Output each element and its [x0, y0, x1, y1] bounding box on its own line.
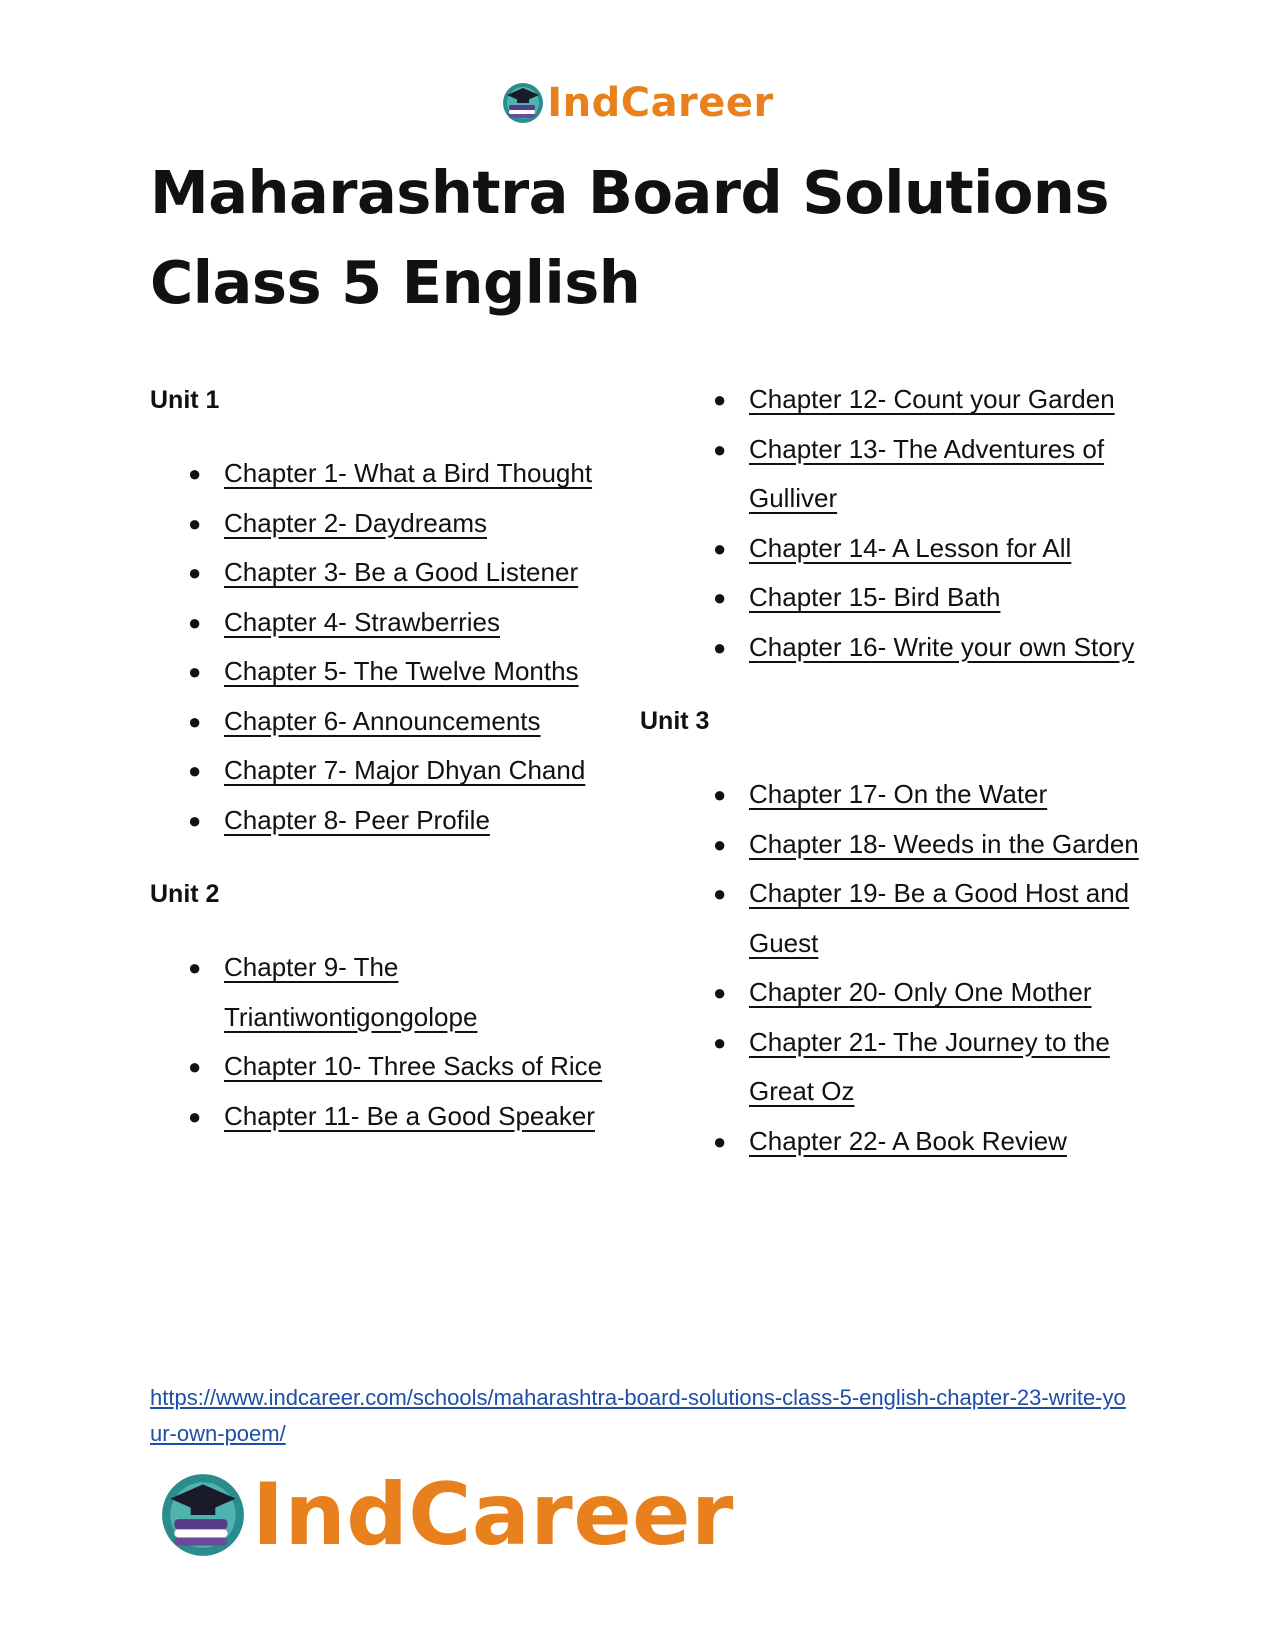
list-item: ● Chapter 7- Major Dhyan Chand — [188, 755, 586, 785]
list-item: ● Chapter 21- The Journey to the Great Oz — [713, 1026, 1110, 1106]
list-item: ● Chapter 6- Announcements — [188, 705, 541, 736]
chapter-link[interactable]: Chapter 2- Daydreams — [224, 507, 487, 538]
list-item: ● Chapter 19- Be a Good Host and Guest — [713, 878, 1130, 958]
list-item: ● Chapter 4- Strawberries — [188, 606, 500, 637]
unit-heading: Unit 3 — [640, 707, 710, 735]
list-item: ● Chapter 8- Peer Profile — [188, 804, 490, 835]
chapter-link[interactable]: Chapter 9- The Triantiwontigongolope — [224, 952, 478, 1032]
graduation-book-globe-icon — [158, 1470, 248, 1560]
chapter-link[interactable]: Chapter 11- Be a Good Speaker — [224, 1100, 595, 1131]
list-item: ● Chapter 18- Weeds in the Garden — [713, 828, 1139, 859]
list-item: ● Chapter 3- Be a Good Listener — [188, 557, 579, 587]
unit-heading: Unit 2 — [150, 880, 220, 908]
footer-logo — [158, 1465, 734, 1565]
header-logo — [0, 78, 1275, 128]
list-item: ● Chapter 22- A Book Review — [713, 1125, 1067, 1156]
chapter-link[interactable]: Chapter 10- Three Sacks of Rice — [224, 1051, 603, 1081]
chapter-link[interactable]: Chapter 8- Peer Profile — [224, 804, 490, 835]
chapter-list — [150, 943, 650, 1141]
chapter-list — [150, 449, 650, 845]
chapter-link[interactable]: Chapter 16- Write your own Story — [749, 631, 1135, 662]
chapter-link[interactable]: Chapter 4- Strawberries — [224, 606, 500, 637]
list-item: ● Chapter 12- Count your Garden — [713, 384, 1115, 414]
list-item: ● Chapter 16- Write your own Story — [713, 631, 1135, 662]
page-title: Maharashtra Board Solutions Class 5 English — [150, 158, 1110, 317]
chapter-link[interactable]: Chapter 12- Count your Garden — [749, 384, 1115, 414]
logo-text: IndCareer — [252, 1465, 734, 1565]
list-item: ● Chapter 17- On the Water — [713, 779, 1048, 809]
source-url-link[interactable]: https://www.indcareer.com/schools/maharashtra-board-solutions-class-5-english-chapter-23-write-your-own-poem/ — [150, 1385, 1126, 1446]
left-column — [150, 375, 650, 1141]
chapter-link[interactable]: Chapter 5- The Twelve Months — [224, 656, 579, 686]
chapter-link[interactable]: Chapter 17- On the Water — [749, 779, 1048, 809]
chapter-link[interactable]: Chapter 18- Weeds in the Garden — [749, 828, 1139, 859]
list-item: ● Chapter 10- Three Sacks of Rice — [188, 1051, 603, 1081]
chapter-link[interactable]: Chapter 7- Major Dhyan Chand — [224, 755, 586, 785]
chapter-link[interactable]: Chapter 22- A Book Review — [749, 1125, 1067, 1156]
list-item: ● Chapter 1- What a Bird Thought — [188, 458, 593, 488]
unit-heading: Unit 1 — [150, 386, 220, 414]
chapter-link[interactable]: Chapter 3- Be a Good Listener — [224, 557, 579, 587]
chapter-link[interactable]: Chapter 14- A Lesson for All — [749, 532, 1072, 563]
chapter-link[interactable]: Chapter 20- Only One Mother — [749, 977, 1092, 1007]
graduation-book-globe-icon — [501, 81, 545, 125]
chapter-list — [675, 375, 1175, 672]
list-item: ● Chapter 2- Daydreams — [188, 507, 487, 538]
list-item: ● Chapter 14- A Lesson for All — [713, 532, 1072, 563]
list-item: ● Chapter 5- The Twelve Months — [188, 656, 579, 686]
list-item: ● Chapter 9- The Triantiwontigongolope — [188, 952, 478, 1032]
right-column — [640, 375, 1175, 1166]
list-item: ● Chapter 13- The Adventures of Gulliver — [713, 433, 1105, 513]
chapter-link[interactable]: Chapter 19- Be a Good Host and Guest — [749, 878, 1130, 958]
logo-text: IndCareer — [547, 80, 774, 126]
chapter-link[interactable]: Chapter 15- Bird Bath — [749, 582, 1001, 612]
list-item: ● Chapter 11- Be a Good Speaker — [188, 1100, 595, 1131]
list-item: ● Chapter 20- Only One Mother — [713, 977, 1092, 1007]
chapter-link[interactable]: Chapter 1- What a Bird Thought — [224, 458, 593, 488]
chapter-link[interactable]: Chapter 21- The Journey to the Great Oz — [749, 1026, 1110, 1106]
list-item: ● Chapter 15- Bird Bath — [713, 582, 1001, 612]
chapter-list — [675, 770, 1175, 1166]
chapter-link[interactable]: Chapter 6- Announcements — [224, 705, 541, 736]
chapter-link[interactable]: Chapter 13- The Adventures of Gulliver — [749, 433, 1105, 513]
